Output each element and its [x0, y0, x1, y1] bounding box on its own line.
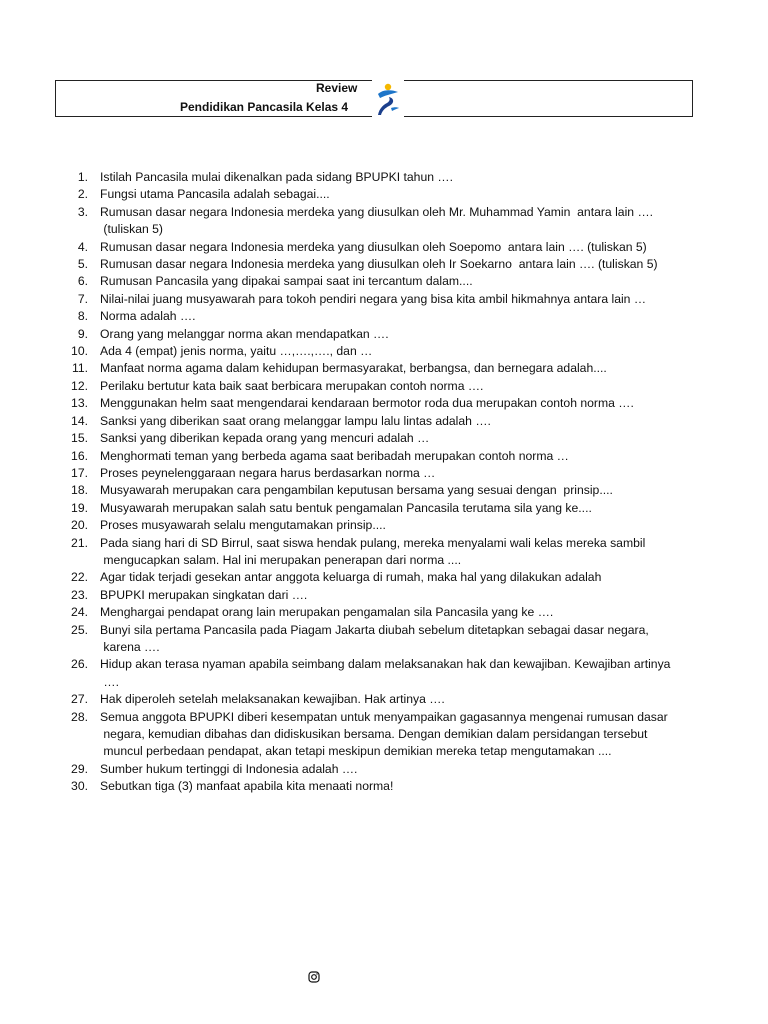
question-text: Semua anggota BPUPKI diberi kesempatan untuk menyampaikan gagasannya mengenai rumusan dasar negara, kemudian dibahas dan didiskusikan bersama. Dengan demikian dalam persidangan tersebut muncul perbedaan pendapat, akan tetapi meskipun demikian mereka tetap mengutamakan ....	[100, 709, 668, 759]
question-number: 2.	[77, 187, 88, 202]
question-item	[60, 256, 700, 273]
question-item	[60, 291, 700, 308]
question-text: Sanksi yang diberikan saat orang melanggar lampu lalu lintas adalah ….	[100, 413, 491, 428]
question-text: BPUPKI merupakan singkatan dari ….	[100, 587, 308, 602]
question-number: 19.	[71, 500, 88, 515]
question-number: 28.	[71, 709, 88, 724]
question-text: Bunyi sila pertama Pancasila pada Piagam Jakarta diubah sebelum ditetapkan sebagai dasar negara, karena ….	[100, 622, 649, 654]
question-number: 25.	[71, 622, 88, 637]
question-number: 21.	[71, 535, 88, 550]
question-text: Sanksi yang diberikan kepada orang yang mencuri adalah …	[100, 431, 430, 446]
question-item	[60, 761, 700, 778]
question-item	[60, 186, 700, 203]
question-item	[60, 656, 700, 691]
question-item	[60, 343, 700, 360]
question-text: Sebutkan tiga (3) manfaat apabila kita menaati norma!	[100, 779, 394, 794]
question-text: Manfaat norma agama dalam kehidupan bermasyarakat, berbangsa, dan bernegara adalah....	[100, 361, 607, 376]
question-item	[60, 326, 700, 343]
question-item	[60, 169, 700, 186]
question-item	[60, 360, 700, 377]
question-item	[60, 378, 700, 395]
question-number: 15.	[71, 431, 88, 446]
stylized-figure-logo-icon	[372, 80, 404, 118]
question-text: Norma adalah ….	[100, 309, 196, 324]
question-number: 27.	[71, 692, 88, 707]
question-number: 7.	[77, 291, 88, 306]
question-item	[60, 709, 700, 761]
question-number: 18.	[71, 483, 88, 498]
question-item	[60, 587, 700, 604]
question-number: 8.	[77, 309, 88, 324]
question-number: 20.	[71, 518, 88, 533]
question-item	[60, 517, 700, 534]
question-text: Perilaku bertutur kata baik saat berbicara merupakan contoh norma ….	[100, 378, 484, 393]
question-item	[60, 239, 700, 256]
question-number: 10.	[71, 344, 88, 359]
page-title: Review	[316, 81, 358, 95]
question-item	[60, 413, 700, 430]
question-item	[60, 273, 700, 290]
question-text: Menghormati teman yang berbeda agama saat beribadah merupakan contoh norma …	[100, 448, 569, 463]
question-number: 13.	[71, 396, 88, 411]
question-number: 17.	[71, 465, 88, 480]
question-item	[60, 395, 700, 412]
question-item	[60, 204, 700, 239]
question-text: Hak diperoleh setelah melaksanakan kewajiban. Hak artinya ….	[100, 692, 445, 707]
question-number: 6.	[77, 274, 88, 289]
question-number: 1.	[77, 170, 88, 184]
question-item	[60, 430, 700, 447]
question-text: Ada 4 (empat) jenis norma, yaitu …,….,…., dan …	[100, 344, 373, 359]
question-text: Menghargai pendapat orang lain merupakan pengamalan sila Pancasila yang ke ….	[100, 605, 554, 620]
question-text: Hidup akan terasa nyaman apabila seimbang dalam melaksanakan hak dan kewajiban. Kewajiban artinya ….	[100, 657, 671, 689]
question-item	[60, 482, 700, 499]
question-number: 14.	[71, 413, 88, 428]
question-text: Musyawarah merupakan cara pengambilan keputusan bersama yang sesuai dengan prinsip....	[100, 483, 613, 498]
question-number: 26.	[71, 657, 88, 672]
question-item	[60, 569, 700, 586]
question-item	[60, 622, 700, 657]
question-text: Menggunakan helm saat mengendarai kendaraan bermotor roda dua merupakan contoh norma ….	[100, 396, 634, 411]
question-text: Rumusan dasar negara Indonesia merdeka yang diusulkan oleh Ir Soekarno antara lain …. (tuliskan 5)	[100, 257, 658, 272]
question-text: Rumusan Pancasila yang dipakai sampai saat ini tercantum dalam....	[100, 274, 473, 289]
question-text: Proses peynelenggaraan negara harus berdasarkan norma …	[100, 465, 436, 480]
question-text: Rumusan dasar negara Indonesia merdeka yang diusulkan oleh Soepomo antara lain …. (tuliskan 5)	[100, 239, 647, 254]
question-item	[60, 778, 700, 795]
question-text: Rumusan dasar negara Indonesia merdeka yang diusulkan oleh Mr. Muhammad Yamin antara lain …. (tuliskan 5)	[100, 204, 654, 237]
question-item	[60, 308, 700, 325]
question-text: Pada siang hari di SD Birrul, saat siswa hendak pulang, mereka menyalami wali kelas mereka sambil mengucapkan salam. Hal ini merupakan penerapan dari norma ....	[100, 535, 646, 567]
question-number: 4.	[77, 239, 88, 254]
question-number: 12.	[71, 378, 88, 393]
question-number: 22.	[71, 570, 88, 585]
question-item	[60, 604, 700, 621]
question-text: Sumber hukum tertinggi di Indonesia adalah ….	[100, 761, 358, 776]
question-item	[60, 535, 700, 570]
question-number: 29.	[71, 761, 88, 776]
question-list	[60, 169, 700, 796]
question-number: 11.	[71, 361, 88, 376]
question-number: 5.	[77, 257, 88, 272]
question-number: 16.	[71, 448, 88, 463]
question-number: 9.	[77, 326, 88, 341]
question-text: Fungsi utama Pancasila adalah sebagai....	[100, 187, 330, 202]
question-number: 3.	[77, 204, 88, 219]
question-text: Orang yang melanggar norma akan mendapatkan ….	[100, 326, 389, 341]
instagram-icon	[308, 970, 320, 982]
page-subtitle: Pendidikan Pancasila Kelas 4	[180, 100, 349, 114]
question-number: 30.	[71, 779, 88, 794]
question-item	[60, 465, 700, 482]
question-item	[60, 448, 700, 465]
question-text: Nilai-nilai juang musyawarah para tokoh pendiri negara yang bisa kita ambil hikmahnya antara lain …	[100, 291, 647, 306]
question-text: Proses musyawarah selalu mengutamakan prinsip....	[100, 518, 386, 533]
question-number: 23.	[71, 587, 88, 602]
question-item	[60, 691, 700, 708]
question-number: 24.	[71, 605, 88, 620]
question-text: Agar tidak terjadi gesekan antar anggota keluarga di rumah, maka hal yang dilakukan adalah	[100, 570, 602, 585]
question-text: Musyawarah merupakan salah satu bentuk pengamalan Pancasila terutama sila yang ke....	[100, 500, 592, 515]
question-item	[60, 500, 700, 517]
question-text: Istilah Pancasila mulai dikenalkan pada sidang BPUPKI tahun ….	[100, 170, 453, 184]
